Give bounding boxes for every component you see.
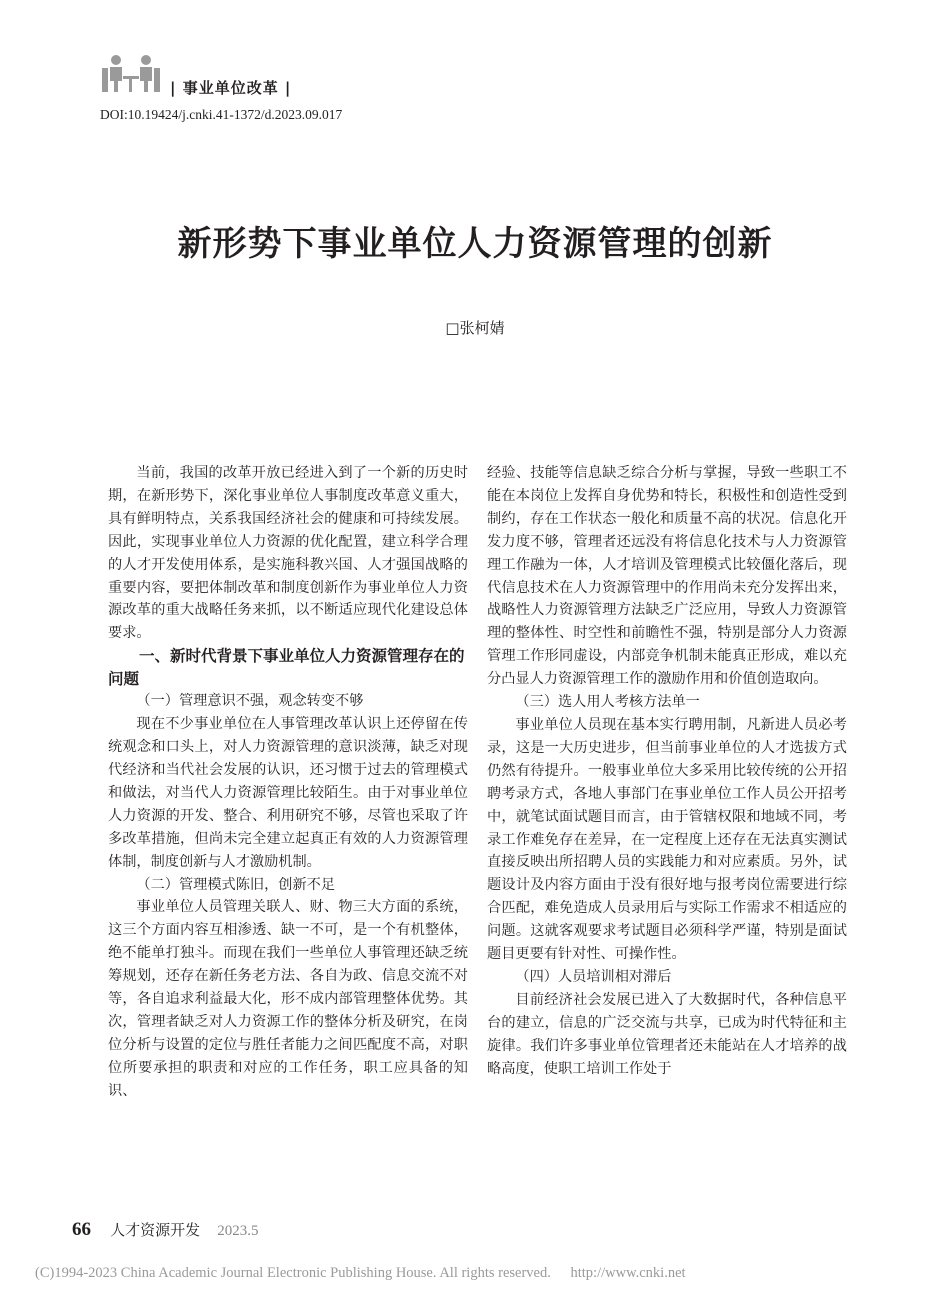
article-title: 新形势下事业单位人力资源管理的创新 (177, 224, 773, 264)
subsection-heading-3: （三）选人用人考核方法单一 (515, 694, 700, 711)
body-column-right (487, 462, 847, 1080)
subsection-heading-4: （四）人员培训相对滞后 (515, 968, 672, 985)
subsection-heading-2: （二）管理模式陈旧，创新不足 (136, 876, 336, 893)
article-author: □张柯婧 (445, 319, 505, 337)
paragraph-management-awareness: 现在不少事业单位在人事管理改革认识上还停留在传统观念和口头上，对人力资源管理的意识淡薄，缺乏对现代经济和当代社会发展的认识，还习惯于过去的管理模式和做法，对当代人力资源管理比较陌生。由于对事业单位人力资源的开发、整合、利用研究不够，尽管也采取了许多改革措施，但尚未完全建立起真正有效的人力资源管理体制，制度创新与人才激励机制。 (108, 716, 468, 870)
doi: DOI:10.19424/j.cnki.41-1372/d.2023.09.017 (100, 107, 343, 122)
paragraph-management-model-continued: 经验、技能等信息缺乏综合分析与掌握，导致一些职工不能在本岗位上发挥自身优势和特长，积极性和创造性受到制约，存在工作状态一般化和质量不高的状况。信息化开发力度不够，管理者还远没有将信息化技术与人力资源管理工作融为一体，人才培训及管理模式比较僵化落后，现代信息技术在人力资源管理中的作用尚未充分发挥出来，战略性人力资源管理方法缺乏广泛应用，导致人力资源管理的整体性、时空性和前瞻性不强，特别是部分人力资源管理工作形同虚设，内部竞争机制未能真正形成，难以充分凸显人力资源管理工作的激励作用和价值创造取向。 (487, 465, 847, 688)
paragraph-training: 目前经济社会发展已进入了大数据时代，各种信息平台的建立，信息的广泛交流与共享，已成为时代特征和主旋律。我们许多事业单位管理者还未能站在人才培养的战略高度，使职工培训工作处于 (487, 991, 847, 1077)
copyright-text: (C)1994-2023 China Academic Journal Electronic Publishing House. All rights reserved. (35, 1265, 551, 1281)
body-column-left (108, 462, 468, 1103)
cnki-url: http://www.cnki.net (570, 1265, 686, 1281)
section-logo-people-icon (100, 54, 164, 94)
copyright-line (35, 1265, 686, 1282)
journal-issue: 2023.5 (217, 1223, 259, 1239)
paragraph-intro: 当前，我国的改革开放已经进入到了一个新的历史时期，在新形势下，深化事业单位人事制度改革意义重大，具有鲜明特点，关系我国经济社会的健康和可持续发展。因此，实现事业单位人力资源的优化配置，建立科学合理的人才开发使用体系，是实施科教兴国、人才强国战略的重要内容，要把体制改革和制度创新作为事业单位人力资源改革的重大战略任务来抓，以不断适应现代化建设总体要求。 (108, 465, 468, 642)
journal-name: 人才资源开发 (110, 1221, 201, 1239)
section-tag: | 事业单位改革 | (170, 79, 292, 97)
page-footer (72, 1219, 258, 1241)
subsection-heading-1: （一）管理意识不强，观念转变不够 (136, 693, 364, 710)
section-heading-1: 一、新时代背景下事业单位人力资源管理存在的问题 (108, 647, 465, 688)
paragraph-management-model: 事业单位人员管理关联人、财、物三大方面的系统，这三个方面内容互相渗透、缺一不可，是一个有机整体，绝不能单打独斗。而现在我们一些单位人事管理还缺乏统筹规划，还存在新任务老方法、各自为政、信息交流不对等，各自追求利益最大化，形不成内部管理整体优势。其次，管理者缺乏对人力资源工作的整体分析及研究，在岗位分析与设置的定位与胜任者能力之间匹配度不高，对职位所要承担的职责和对应的工作任务，职工应具备的知识、 (108, 899, 468, 1099)
paragraph-assessment-methods: 事业单位人员现在基本实行聘用制，凡新进人员必考录，这是一大历史进步，但当前事业单位的人才选拔方式仍然有待提升。一般事业单位大多采用比较传统的公开招聘考录方式，各地人事部门在事业单位工作人员公开招考中，就笔试面试题目而言，由于管辖权限和地域不同，考录工作难免存在差异，在一定程度上还存在无法真实测试直接反映出所招聘人员的实践能力和对应素质。另外，试题设计及内容方面由于没有很好地与报考岗位需要进行综合匹配，难免造成人员录用后与实际工作需求不相适应的问题。这就客观要求考试题目必须科学严谨，特别是面试题目更要有针对性、可操作性。 (487, 716, 847, 963)
page-number: 66 (72, 1219, 91, 1240)
